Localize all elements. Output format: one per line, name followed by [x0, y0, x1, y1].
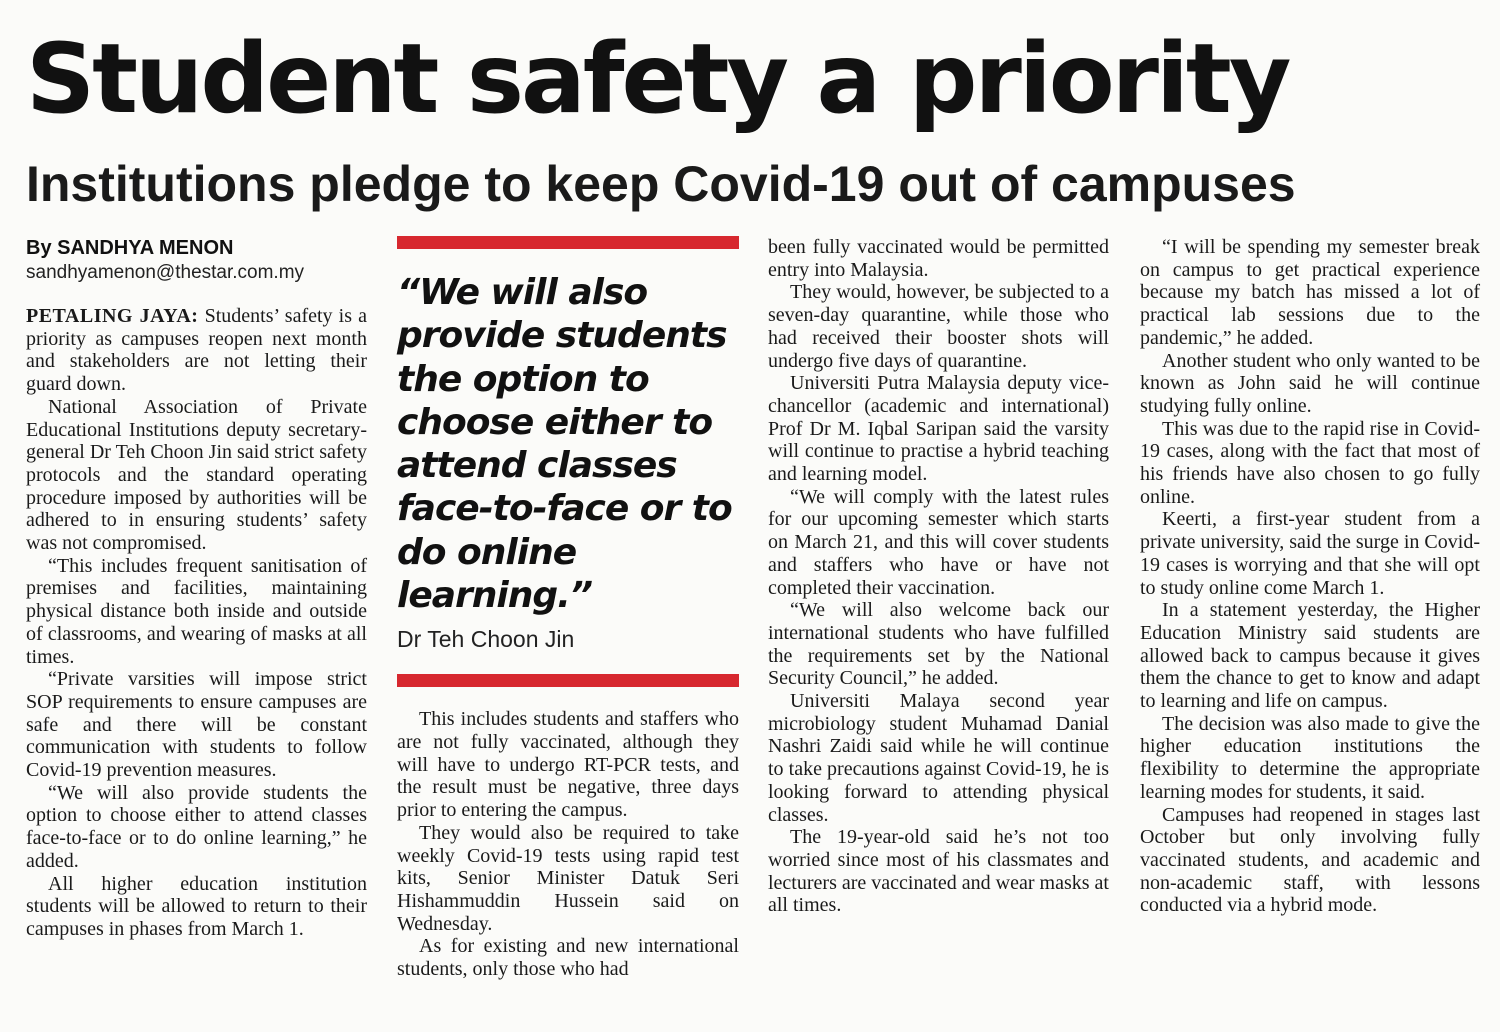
paragraph: Universiti Malaya second year microbiology student Muhamad Danial Nashri Zaidi said while he will continue to take precautions against Covid-19, he is looking forward to attending physical classes.: [768, 690, 1109, 826]
lead-paragraph: [26, 305, 367, 396]
pull-quote: [397, 236, 739, 687]
paragraph: This was due to the rapid rise in Covid-19 cases, along with the fact that most of his friends have also chosen to go fully online.: [1140, 417, 1480, 508]
headline: Student safety a priority: [26, 23, 1289, 135]
paragraph: Universiti Putra Malaysia deputy vice-chancellor (academic and international) Prof Dr M. Iqbal Saripan said the varsity will continue to practise a hybrid teaching and learning model.: [768, 372, 1109, 486]
paragraph: “Private varsities will impose strict SOP requirements to ensure campuses are safe and there will be constant communication with students to follow Covid-19 prevention measures.: [26, 668, 367, 782]
byline-email: sandhyamenon@thestar.com.my: [26, 262, 305, 283]
paragraph: Keerti, a first-year student from a private university, said the surge in Covid-19 cases is worrying and that she will opt to study online come March 1.: [1140, 508, 1480, 599]
paragraph: In a statement yesterday, the Higher Education Ministry said students are allowed back to campus because it gives them the chance to get to know and adapt to learning and life on campus.: [1140, 599, 1480, 713]
paragraph: “This includes frequent sanitisation of premises and facilities, maintaining physical distance both inside and outside of classrooms, and wearing of masks at all times.: [26, 554, 367, 668]
paragraph: The 19-year-old said he’s not too worried since most of his classmates and lecturers are vaccinated and wear masks at all times.: [768, 826, 1109, 917]
paragraph: As for existing and new international students, only those who had: [397, 935, 739, 981]
subheadline: Institutions pledge to keep Covid-19 out of campuses: [26, 156, 1296, 212]
paragraph: been fully vaccinated would be permitted entry into Malaysia.: [768, 236, 1109, 281]
paragraph: National Association of Private Educational Institutions deputy secretary-general Dr Teh Choon Jin said strict safety protocols and the standard operating procedure imposed by authorities will be adhered to in ensuring students’ safety was not compromised.: [26, 395, 367, 555]
pull-quote-top-rule: [397, 236, 739, 249]
paragraph: Another student who only wanted to be known as John said he will continue studying fully online.: [1140, 349, 1480, 417]
paragraph: “We will also welcome back our international students who have fulfilled the requirements set by the National Security Council,” he added.: [768, 599, 1109, 690]
paragraph: “We will comply with the latest rules for our upcoming semester which starts on March 21, and this will cover students and staffers who have or have not completed their vaccination.: [768, 485, 1109, 599]
paragraph-text: Students’ safety is a priority as campuses reopen next month and stakeholders are not letting their guard down.: [26, 305, 368, 396]
paragraph: The decision was also made to give the higher education institutions the flexibility to determine the appropriate learning modes for students, it said.: [1140, 712, 1480, 803]
dateline: PETALING JAYA:: [26, 305, 199, 327]
paragraph: They would also be required to take weekly Covid-19 tests using rapid test kits, Senior Minister Datuk Seri Hishammuddin Hussein said on Wednesday.: [397, 821, 739, 935]
paragraph: All higher education institution students will be allowed to return to their campuses in phases from March 1.: [26, 872, 367, 940]
paragraph: They would, however, be subjected to a seven-day quarantine, while those who had received their booster shots will undergo five days of quarantine.: [768, 281, 1109, 372]
byline-name: By SANDHYA MENON: [26, 237, 234, 259]
article-column-4: [1140, 236, 1480, 917]
paragraph: Campuses had reopened in stages last October but only involving fully vaccinated students, and academic and non-academic staff, with lessons conducted via a hybrid mode.: [1140, 803, 1480, 917]
column-2-body: [397, 708, 739, 980]
pull-quote-text: “We will also provide students the option to choose either to attend classes face-to-face or to do online learning.”: [397, 272, 732, 617]
article-column-1: [26, 236, 367, 941]
pull-quote-attribution: Dr Teh Choon Jin: [397, 626, 575, 653]
paragraph: “We will also provide students the option to choose either to attend classes face-to-face or to do online learning,” he added.: [26, 781, 367, 872]
paragraph: “I will be spending my semester break on campus to get practical experience because my batch has missed a lot of practical lab sessions due to the pandemic,” he added.: [1140, 236, 1480, 349]
paragraph: This includes students and staffers who are not fully vaccinated, although they will have to undergo RT-PCR tests, and the result must be negative, three days prior to entering the campus.: [397, 708, 739, 822]
article-column-3: [768, 236, 1109, 917]
article-column-2: [397, 236, 739, 981]
pull-quote-bottom-rule: [397, 674, 739, 687]
